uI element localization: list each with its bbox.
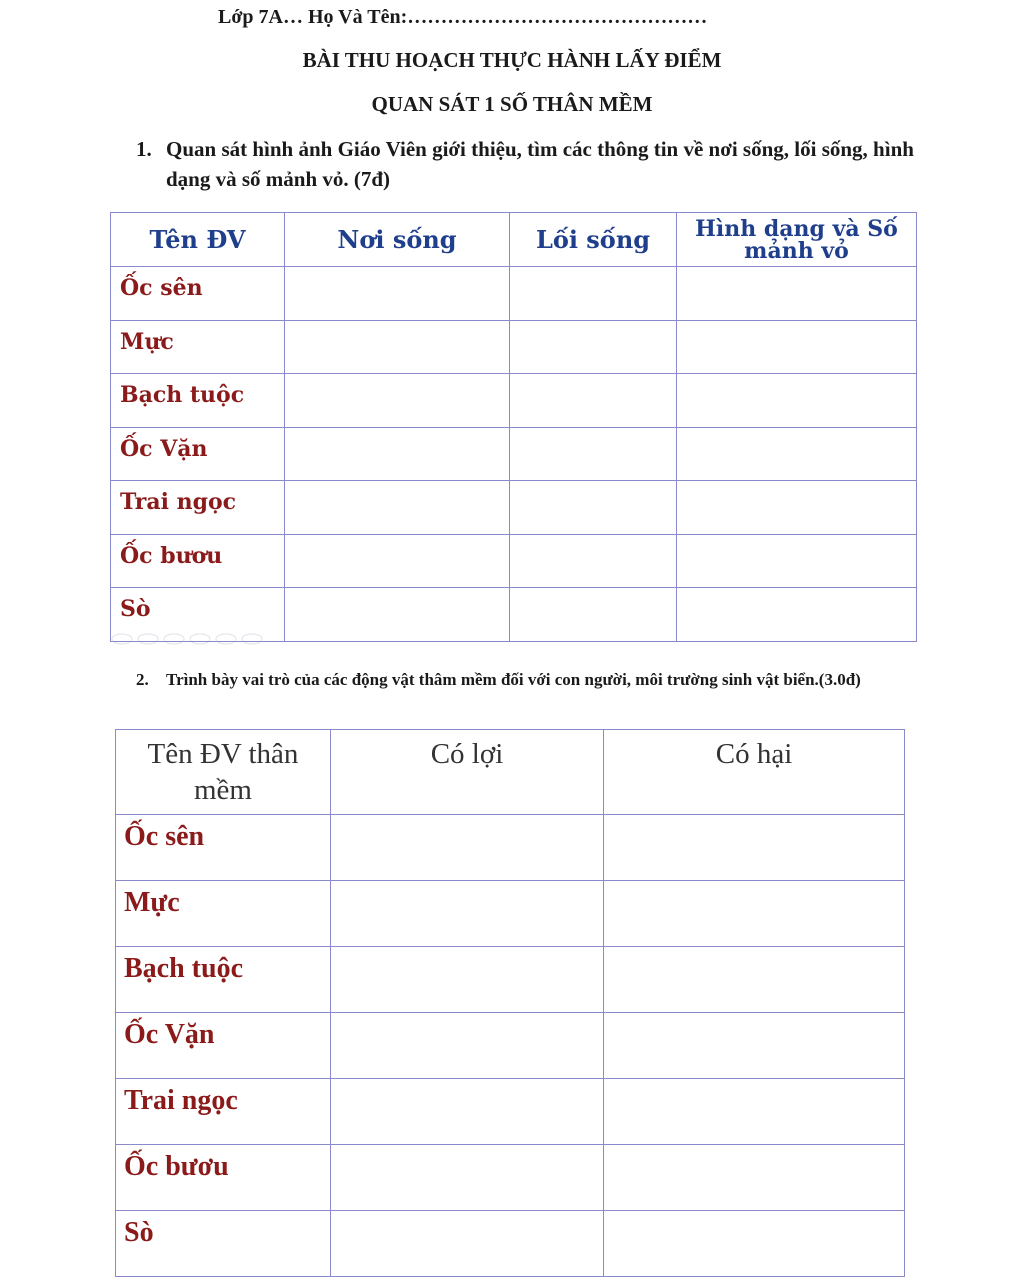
answer-cell[interactable] xyxy=(331,1013,604,1079)
table-1-animal-name: Ốc sên xyxy=(111,267,285,321)
table-2-animal-name: Trai ngọc xyxy=(116,1079,331,1145)
table-2-roles xyxy=(115,729,905,1277)
question-1-text: Quan sát hình ảnh Giáo Viên giới thiệu, tìm các thông tin về nơi sống, lối sống, hình dạng và số mảnh vỏ. (7đ) xyxy=(166,137,914,191)
table-1-animal-name: Sò xyxy=(111,588,285,642)
table-row xyxy=(116,1145,905,1211)
table-1-header-shape: Hình dạng và Số mảnh vỏ xyxy=(677,213,917,267)
table-1-animal-name: Mực xyxy=(111,320,285,374)
answer-cell[interactable] xyxy=(510,481,677,535)
table-1-header-name: Tên ĐV xyxy=(111,213,285,267)
question-2-text: Trình bày vai trò của các động vật thâm mềm đối với con người, môi trường sinh vật biển.(3.0đ) xyxy=(166,670,861,689)
table-2-animal-name: Sò xyxy=(116,1211,331,1277)
answer-cell[interactable] xyxy=(285,320,510,374)
table-row xyxy=(111,534,917,588)
answer-cell[interactable] xyxy=(604,1211,905,1277)
answer-cell[interactable] xyxy=(331,1145,604,1211)
table-2-animal-name: Mực xyxy=(116,881,331,947)
answer-cell[interactable] xyxy=(510,320,677,374)
table-row xyxy=(116,815,905,881)
table-1-animal-name: Trai ngọc xyxy=(111,481,285,535)
answer-cell[interactable] xyxy=(331,881,604,947)
answer-cell[interactable] xyxy=(604,947,905,1013)
table-2-header-benefit: Có lợi xyxy=(331,730,604,815)
answer-cell[interactable] xyxy=(331,947,604,1013)
answer-cell[interactable] xyxy=(510,374,677,428)
table-1-animal-name: Ốc bươu xyxy=(111,534,285,588)
table-2-header-name: Tên ĐV thân mềm xyxy=(116,730,331,815)
answer-cell[interactable] xyxy=(604,881,905,947)
watermark-smudge xyxy=(110,632,280,646)
answer-cell[interactable] xyxy=(677,481,917,535)
answer-cell[interactable] xyxy=(510,534,677,588)
answer-cell[interactable] xyxy=(677,374,917,428)
answer-cell[interactable] xyxy=(604,1145,905,1211)
answer-cell[interactable] xyxy=(510,588,677,642)
table-row xyxy=(111,427,917,481)
table-1-animal-name: Bạch tuộc xyxy=(111,374,285,428)
table-1-header-habitat: Nơi sống xyxy=(285,213,510,267)
table-row xyxy=(111,374,917,428)
table-row xyxy=(111,320,917,374)
table-row xyxy=(111,481,917,535)
answer-cell[interactable] xyxy=(285,427,510,481)
question-1 xyxy=(136,134,936,194)
question-2-number: 2. xyxy=(136,670,149,689)
question-2 xyxy=(136,668,906,692)
table-2-animal-name: Bạch tuộc xyxy=(116,947,331,1013)
table-2-animal-name: Ốc Vặn xyxy=(116,1013,331,1079)
question-1-number: 1. xyxy=(136,137,152,161)
table-1-header-row xyxy=(111,213,917,267)
answer-cell[interactable] xyxy=(510,427,677,481)
answer-cell[interactable] xyxy=(677,588,917,642)
answer-cell[interactable] xyxy=(677,267,917,321)
answer-cell[interactable] xyxy=(331,1211,604,1277)
table-row xyxy=(111,267,917,321)
answer-cell[interactable] xyxy=(285,481,510,535)
answer-cell[interactable] xyxy=(677,427,917,481)
answer-cell[interactable] xyxy=(285,534,510,588)
answer-cell[interactable] xyxy=(677,534,917,588)
table-1-animal-name: Ốc Vặn xyxy=(111,427,285,481)
answer-cell[interactable] xyxy=(677,320,917,374)
answer-cell[interactable] xyxy=(285,374,510,428)
table-2-animal-name: Ốc bươu xyxy=(116,1145,331,1211)
answer-cell[interactable] xyxy=(604,815,905,881)
table-1-habitat xyxy=(110,212,917,642)
answer-cell[interactable] xyxy=(604,1013,905,1079)
table-2-animal-name: Ốc sên xyxy=(116,815,331,881)
answer-cell[interactable] xyxy=(331,815,604,881)
table-row xyxy=(116,1013,905,1079)
answer-cell[interactable] xyxy=(285,588,510,642)
worksheet-subtitle: QUAN SÁT 1 SỐ THÂN MỀM xyxy=(371,92,653,116)
table-2-header-harm: Có hại xyxy=(604,730,905,815)
table-1-header-lifestyle: Lối sống xyxy=(510,213,677,267)
answer-cell[interactable] xyxy=(285,267,510,321)
table-row xyxy=(116,947,905,1013)
table-2-header-row xyxy=(116,730,905,815)
answer-cell[interactable] xyxy=(510,267,677,321)
table-row xyxy=(116,1211,905,1277)
answer-cell[interactable] xyxy=(604,1079,905,1145)
table-row xyxy=(116,1079,905,1145)
worksheet-title: BÀI THU HOẠCH THỰC HÀNH LẤY ĐIỂM xyxy=(302,48,722,72)
student-info-line: Lớp 7A… Họ Và Tên:……………………………………… xyxy=(218,6,708,28)
table-row xyxy=(116,881,905,947)
answer-cell[interactable] xyxy=(331,1079,604,1145)
